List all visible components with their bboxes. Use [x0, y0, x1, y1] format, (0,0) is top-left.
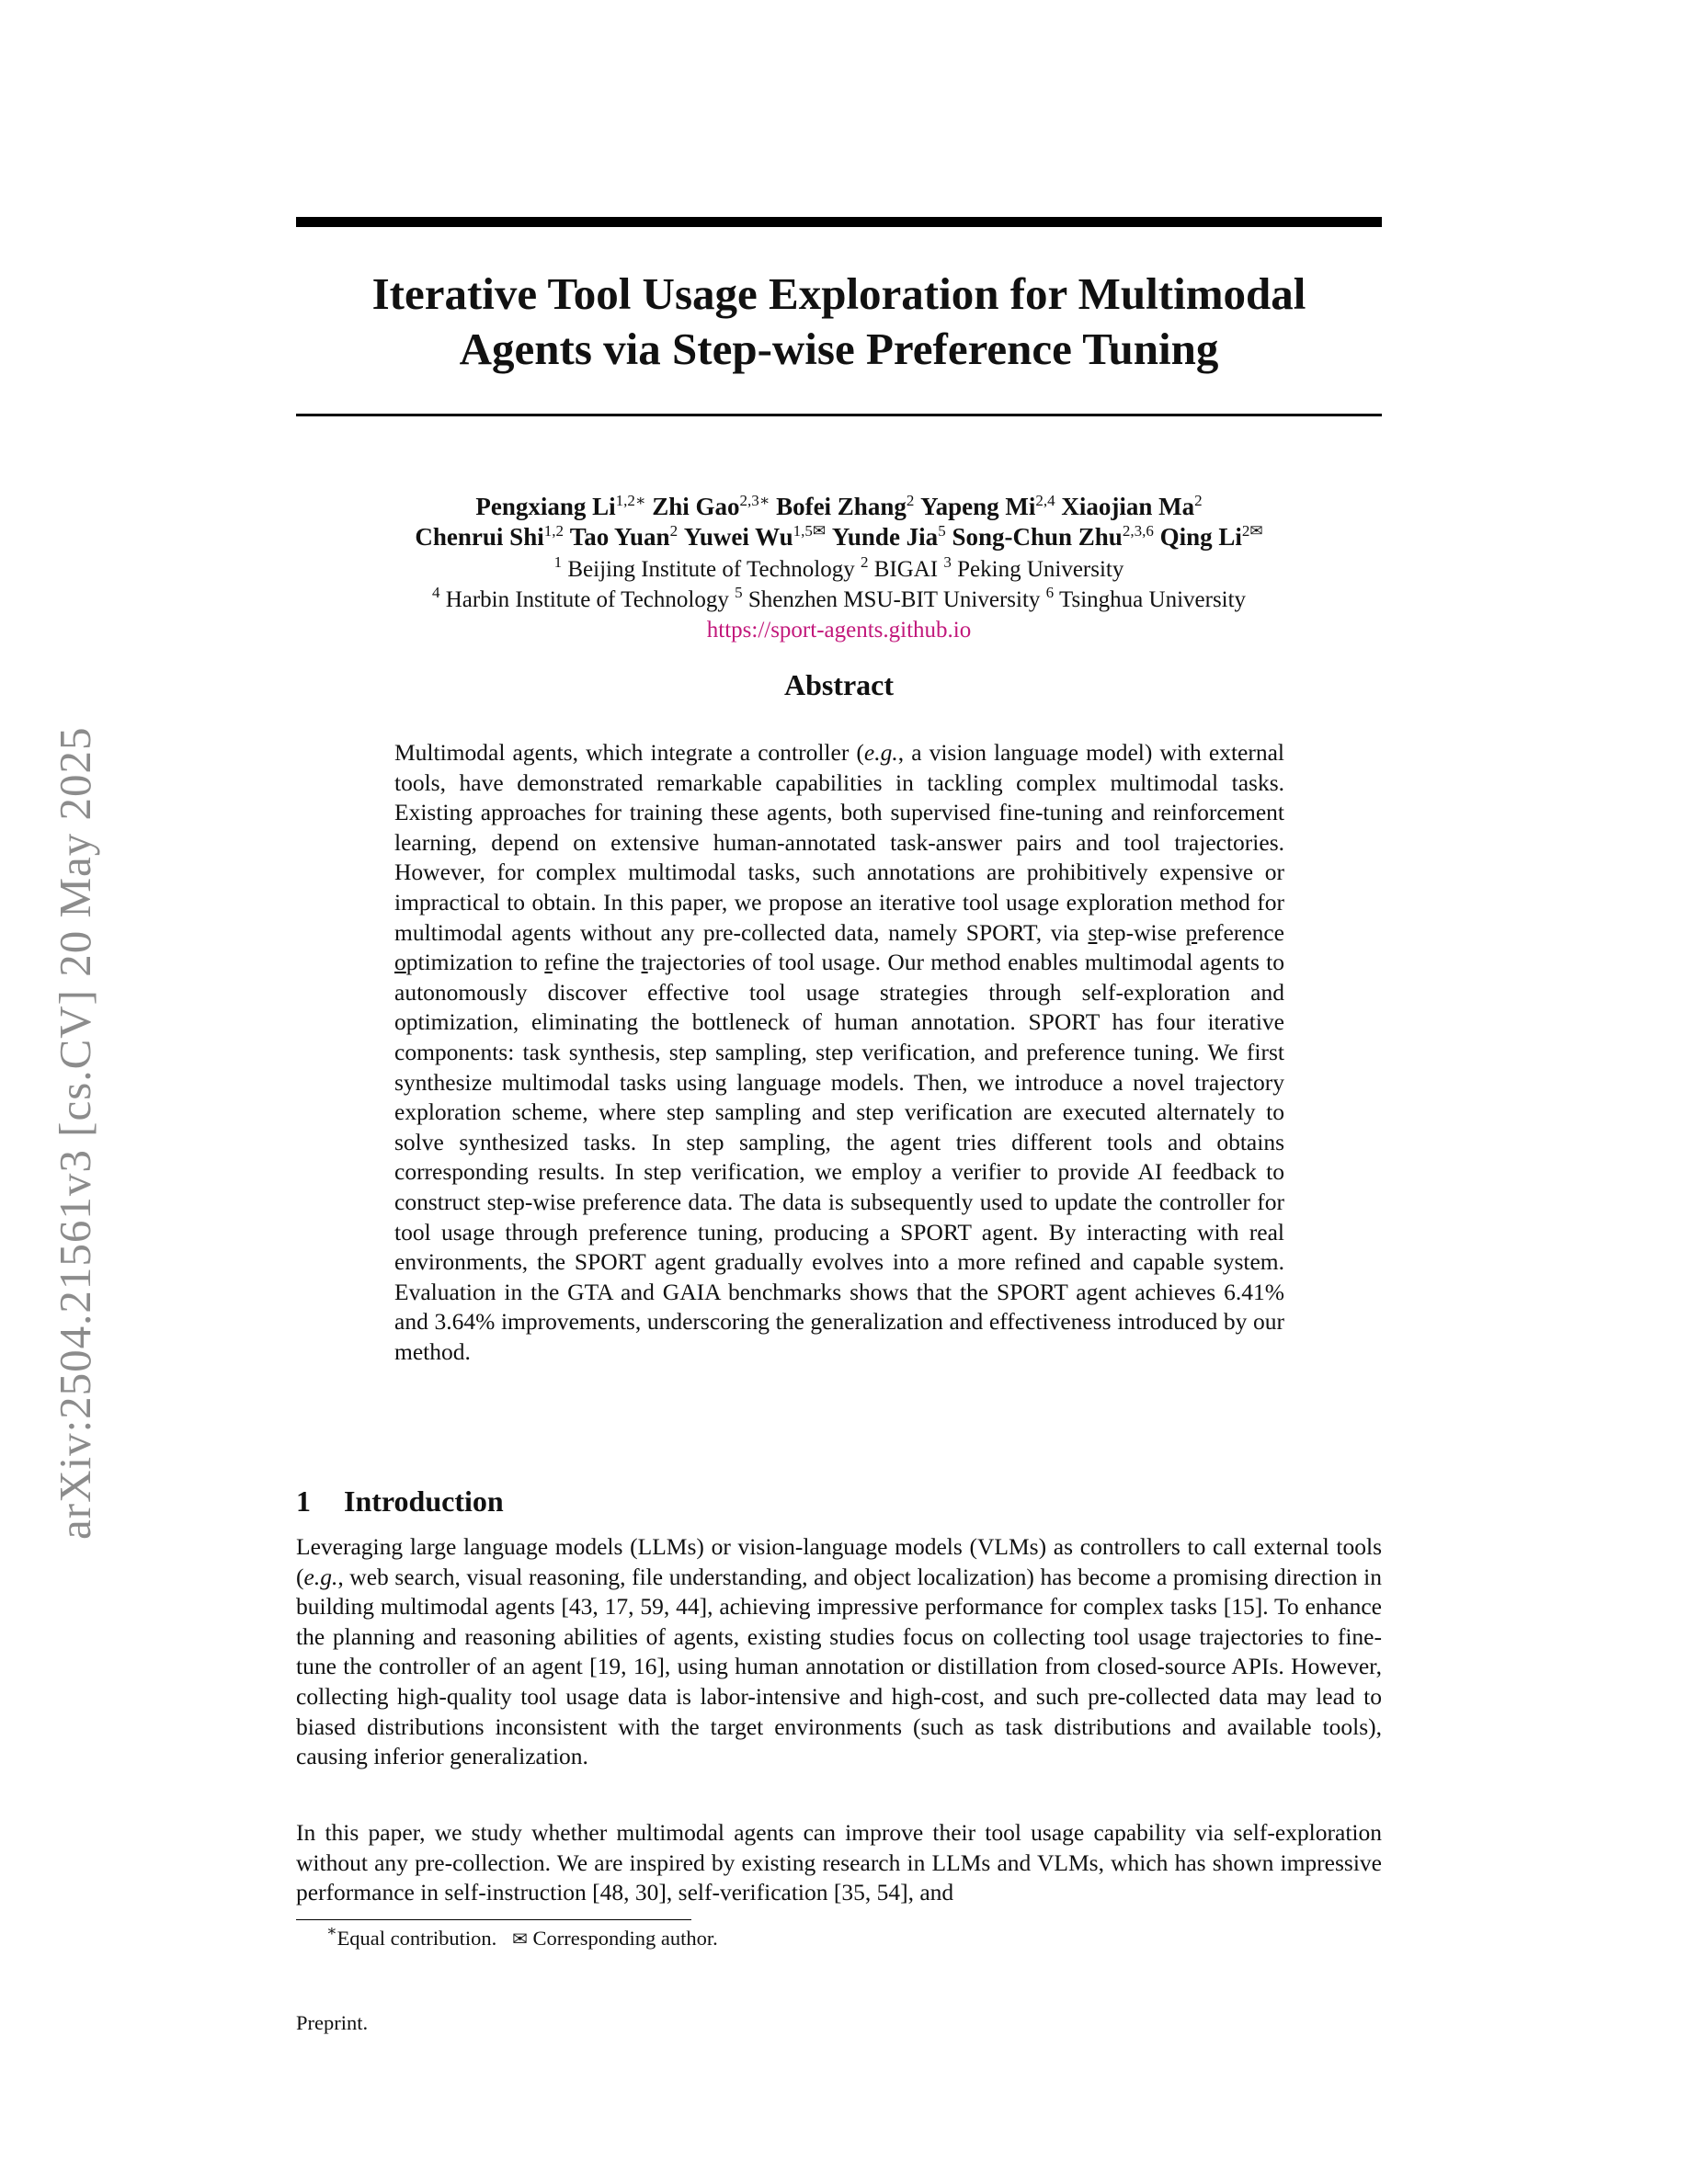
title-line-1: Iterative Tool Usage Exploration for Multimodal	[371, 268, 1306, 319]
body-text: Leveraging large language models (LLMs) or vision-language models (VLMs) as controllers to call external tools (	[296, 1533, 1382, 1590]
affiliation-name: Shenzhen MSU-BIT University	[742, 587, 1041, 612]
footnote	[326, 1921, 718, 1953]
section-number: 1	[296, 1484, 311, 1518]
affiliation-name: BIGAI	[868, 557, 939, 582]
author-name: Chenrui Shi	[415, 523, 544, 551]
project-url-link[interactable]: https://sport-agents.github.io	[706, 618, 972, 643]
affiliations	[296, 554, 1382, 645]
author-line-1	[296, 492, 1382, 522]
envelope-icon: ✉	[512, 1929, 528, 1950]
affiliation-line-2	[296, 585, 1382, 615]
author-affiliation-marker: 1,2∗	[615, 491, 646, 509]
author-name: Qing Li	[1159, 523, 1242, 551]
author-affiliation-marker: 2	[1194, 491, 1203, 509]
author-name: Song-Chun Zhu	[952, 523, 1123, 551]
affiliation-name: Tsinghua University	[1054, 587, 1247, 612]
affiliation-name: Peking University	[951, 557, 1124, 582]
section-heading-introduction	[296, 1483, 504, 1519]
acronym-letter: t	[641, 949, 648, 976]
author-affiliation-marker: 2	[669, 521, 679, 540]
author-affiliation-marker: 5	[938, 521, 946, 540]
abstract-text: rajectories of tool usage. Our method enables multimodal agents to autonomously discover effective tool usage strategies through self-exploration and optimization, eliminating the bottleneck of human annotation. SPORT has four iterative components: task synthesis, step sampling, step verification, and preference tuning. We first synthesize multimodal tasks using language models. Then, we introduce a novel trajectory exploration scheme, where step sampling and step verification are executed alternately to solve synthesized tasks. In step sampling, the agent tries different tools and obtains corresponding results. In step verification, we employ a verifier to provide AI feedback to construct step-wise preference data. The data is subsequently used to update the controller for tool usage through preference tuning, producing a SPORT agent. By interacting with real environments, the SPORT agent gradually evolves into a more refined and capable system. Evaluation in the GTA and GAIA benchmarks shows that the SPORT agent achieves 6.41% and 3.64% improvements, underscoring the generalization and effectiveness introduced by our method.	[394, 949, 1284, 1365]
abstract-body	[394, 738, 1284, 1367]
author-name: Yuwei Wu	[683, 523, 793, 551]
author-name: Yapeng Mi	[920, 493, 1036, 520]
acronym-letter: r	[544, 949, 553, 976]
abstract-text: efine the	[552, 949, 642, 976]
author-line-2	[296, 522, 1382, 552]
affiliation-marker: 4	[431, 583, 440, 601]
affiliation-marker: 2	[860, 552, 869, 571]
author-affiliation-marker: 2,4	[1035, 491, 1055, 509]
affiliation-marker: 6	[1045, 583, 1055, 601]
arxiv-watermark: arXiv:2504.21561v3 [cs.CV] 20 May 2025	[50, 726, 100, 1540]
author-affiliation-marker: 2	[906, 491, 915, 509]
abstract-text: tep-wise	[1097, 918, 1186, 946]
affiliation-line-1	[296, 554, 1382, 585]
author-name: Yunde Jia	[831, 523, 939, 551]
intro-paragraph-1	[296, 1532, 1382, 1772]
acronym-letter: s	[1088, 918, 1098, 946]
author-name: Zhi Gao	[652, 493, 740, 520]
author-name: Xiaojian Ma	[1061, 493, 1195, 520]
affiliation-name: Harbin Institute of Technology	[439, 587, 729, 612]
footnote-rule	[296, 1919, 691, 1920]
author-name: Tao Yuan	[569, 523, 670, 551]
author-name: Pengxiang Li	[475, 493, 616, 520]
title-line-2: Agents via Step-wise Preference Tuning	[459, 324, 1219, 374]
abstract-text: ptimization to	[405, 949, 545, 976]
acronym-letter: p	[1185, 918, 1198, 946]
abstract-eg: e.g.	[863, 739, 898, 766]
affiliation-marker: 3	[943, 552, 952, 571]
affiliation-marker: 5	[735, 583, 743, 601]
intro-paragraph-2: In this paper, we study whether multimodal agents can improve their tool usage capability via self-exploration without any pre-collection. We are inspired by existing research in LLMs and VLMs, which has shown impressive performance in self-instruction [48, 30], self-verification [35, 54], and	[296, 1819, 1382, 1906]
affiliation-name: Beijing Institute of Technology	[562, 557, 855, 582]
author-list	[296, 492, 1382, 552]
abstract-heading: Abstract	[783, 668, 895, 701]
author-affiliation-marker: 2,3∗	[739, 491, 770, 509]
body-eg: e.g.	[303, 1563, 338, 1590]
body-text: , web search, visual reasoning, file understanding, and object localization) has become a promising direction in building multimodal agents [43, 17, 59, 44], achieving impressive performance for complex tasks [15]. To enhance the planning and reasoning abilities of agents, existing studies focus on collecting tool usage trajectories to fine-tune the controller of an agent [19, 16], using human annotation or distillation from closed-source APIs. However, collecting high-quality tool usage data is labor-intensive and high-cost, and such pre-collected data may lead to biased distributions inconsistent with the target environments (such as task distributions and available tools), causing inferior generalization.	[296, 1563, 1382, 1770]
author-affiliation-marker: 1,2	[543, 521, 564, 540]
footnote-marker: ∗	[326, 1921, 337, 1939]
footnote-corresponding-author: Corresponding author.	[532, 1927, 718, 1950]
title-bottom-rule	[296, 414, 1382, 416]
abstract-text: , a vision language model) with external tools, have demonstrated remarkable capabilities in tackling complex multimodal tasks. Existing approaches for training these agents, both supervised fine-tuning and reinforcement learning, depend on extensive human-annotated task-answer pairs and tool trajectories. However, for complex multimodal tasks, such annotations are prohibitively expensive or impractical to obtain. In this paper, we propose an iterative tool usage exploration method for multimodal agents without any pre-collected data, namely SPORT, via	[394, 739, 1284, 946]
paper-title	[296, 267, 1382, 377]
author-name: Bofei Zhang	[776, 493, 907, 520]
footnote-equal-contribution: Equal contribution.	[336, 1927, 497, 1950]
acronym-letter: o	[394, 949, 406, 976]
author-affiliation-marker: 2✉	[1241, 521, 1263, 540]
author-affiliation-marker: 2,3,6	[1122, 521, 1154, 540]
author-affiliation-marker: 1,5✉	[793, 521, 827, 540]
abstract-text: Multimodal agents, which integrate a controller (	[394, 739, 864, 766]
preprint-label: Preprint.	[296, 2011, 369, 2034]
abstract-text: reference	[1197, 918, 1285, 946]
title-top-rule	[296, 217, 1382, 227]
affiliation-marker: 1	[553, 552, 563, 571]
section-title: Introduction	[344, 1484, 504, 1518]
